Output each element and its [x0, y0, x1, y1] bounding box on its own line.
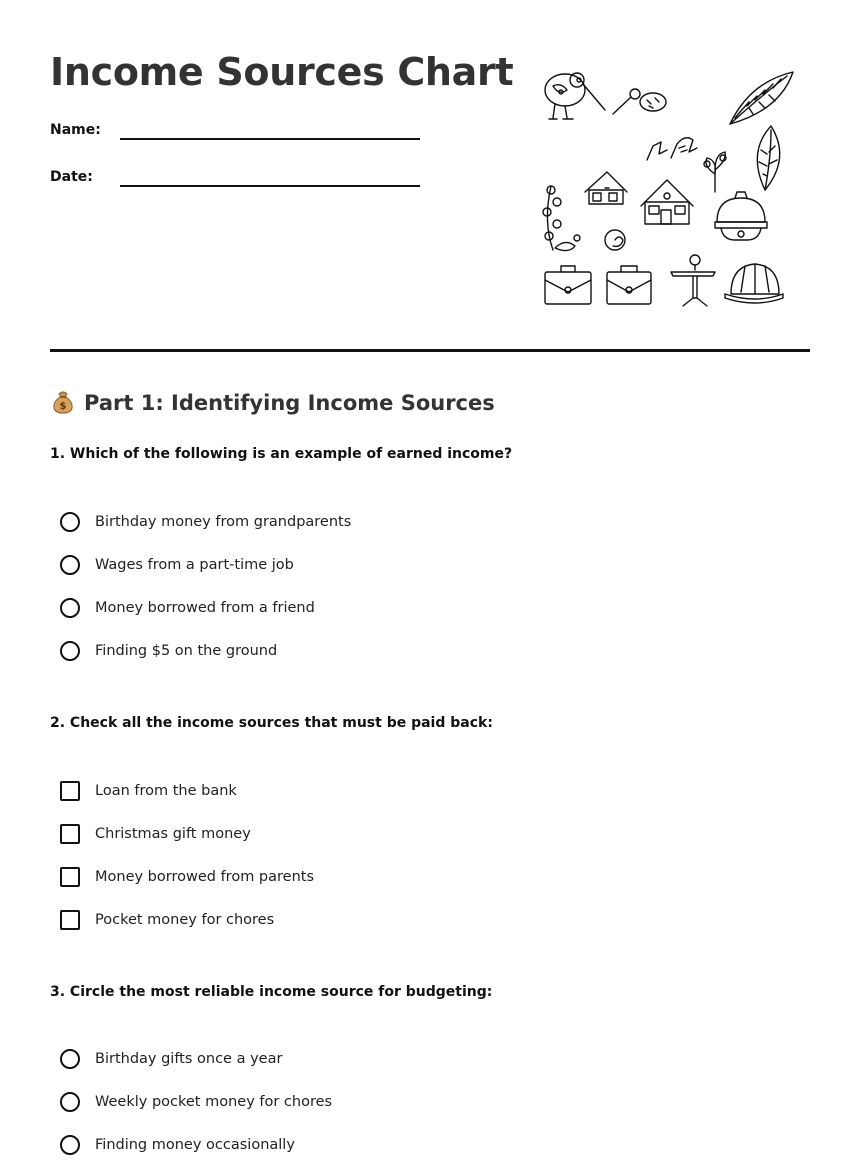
- q3-option-2[interactable]: [60, 1090, 332, 1114]
- income-doodle-illustration: [535, 62, 795, 312]
- koru-icon: [605, 230, 625, 250]
- table-icon: [671, 255, 715, 306]
- section-divider: [50, 349, 810, 352]
- briefcase-icon: [607, 266, 651, 304]
- option-label: Christmas gift money: [95, 826, 251, 842]
- part1-heading-text: Part 1: Identifying Income Sources: [84, 391, 495, 415]
- radio-button[interactable]: [60, 1135, 80, 1155]
- option-label: Finding $5 on the ground: [95, 643, 278, 659]
- hard-hat-icon: [715, 192, 767, 240]
- radio-button[interactable]: [60, 641, 80, 661]
- radio-button[interactable]: [60, 598, 80, 618]
- radio-button[interactable]: [60, 512, 80, 532]
- hard-hat-icon: [725, 264, 783, 303]
- checkbox[interactable]: [60, 867, 80, 887]
- question-3: 3. Circle the most reliable income source for budgeting:: [50, 984, 493, 1000]
- school-icon: [641, 180, 693, 224]
- option-label: Money borrowed from parents: [95, 869, 315, 885]
- q2-option-4[interactable]: [60, 908, 274, 932]
- checkbox[interactable]: [60, 781, 80, 801]
- q2-option-3[interactable]: [60, 865, 314, 889]
- name-input-line[interactable]: [120, 138, 420, 140]
- q2-option-1[interactable]: [60, 779, 237, 803]
- q3-option-3[interactable]: [60, 1133, 295, 1157]
- date-label: Date:: [50, 169, 93, 185]
- plant-icon: [543, 186, 580, 251]
- part1-heading: [50, 388, 495, 415]
- option-label: Weekly pocket money for chores: [95, 1094, 333, 1110]
- briefcase-icon: [545, 266, 591, 304]
- date-input-line[interactable]: [120, 185, 420, 187]
- option-label: Money borrowed from a friend: [95, 600, 315, 616]
- svg-text:$: $: [59, 401, 67, 412]
- checkbox[interactable]: [60, 910, 80, 930]
- fern-leaf-icon: [730, 72, 793, 124]
- question-2: 2. Check all the income sources that must be paid back:: [50, 715, 493, 731]
- option-label: Birthday gifts once a year: [95, 1051, 283, 1067]
- option-label: Finding money occasionally: [95, 1137, 295, 1153]
- radio-button[interactable]: [60, 1092, 80, 1112]
- bird-icon: [647, 138, 697, 160]
- money-bag-icon: [50, 388, 76, 414]
- q1-option-3[interactable]: [60, 596, 315, 620]
- name-label: Name:: [50, 122, 101, 138]
- house-icon: [585, 172, 627, 204]
- q3-option-1[interactable]: [60, 1047, 282, 1071]
- worksheet-title: Income Sources Chart: [50, 50, 514, 94]
- q1-option-2[interactable]: [60, 553, 294, 577]
- q2-option-2[interactable]: [60, 822, 251, 846]
- name-field: [50, 122, 101, 138]
- option-label: Loan from the bank: [95, 783, 237, 799]
- checkbox[interactable]: [60, 824, 80, 844]
- question-1: 1. Which of the following is an example of earned income?: [50, 446, 513, 462]
- radio-button[interactable]: [60, 1049, 80, 1069]
- date-field: [50, 169, 93, 185]
- q1-option-1[interactable]: [60, 510, 351, 534]
- option-label: Pocket money for chores: [95, 912, 275, 928]
- kiwi-bird-icon: [545, 73, 605, 119]
- fern-leaf-icon: [757, 126, 779, 190]
- kiwi-bird-icon: [613, 89, 666, 114]
- option-label: Wages from a part-time job: [95, 557, 294, 573]
- plant-icon: [704, 152, 726, 192]
- radio-button[interactable]: [60, 555, 80, 575]
- q1-option-4[interactable]: [60, 639, 277, 663]
- option-label: Birthday money from grandparents: [95, 514, 352, 530]
